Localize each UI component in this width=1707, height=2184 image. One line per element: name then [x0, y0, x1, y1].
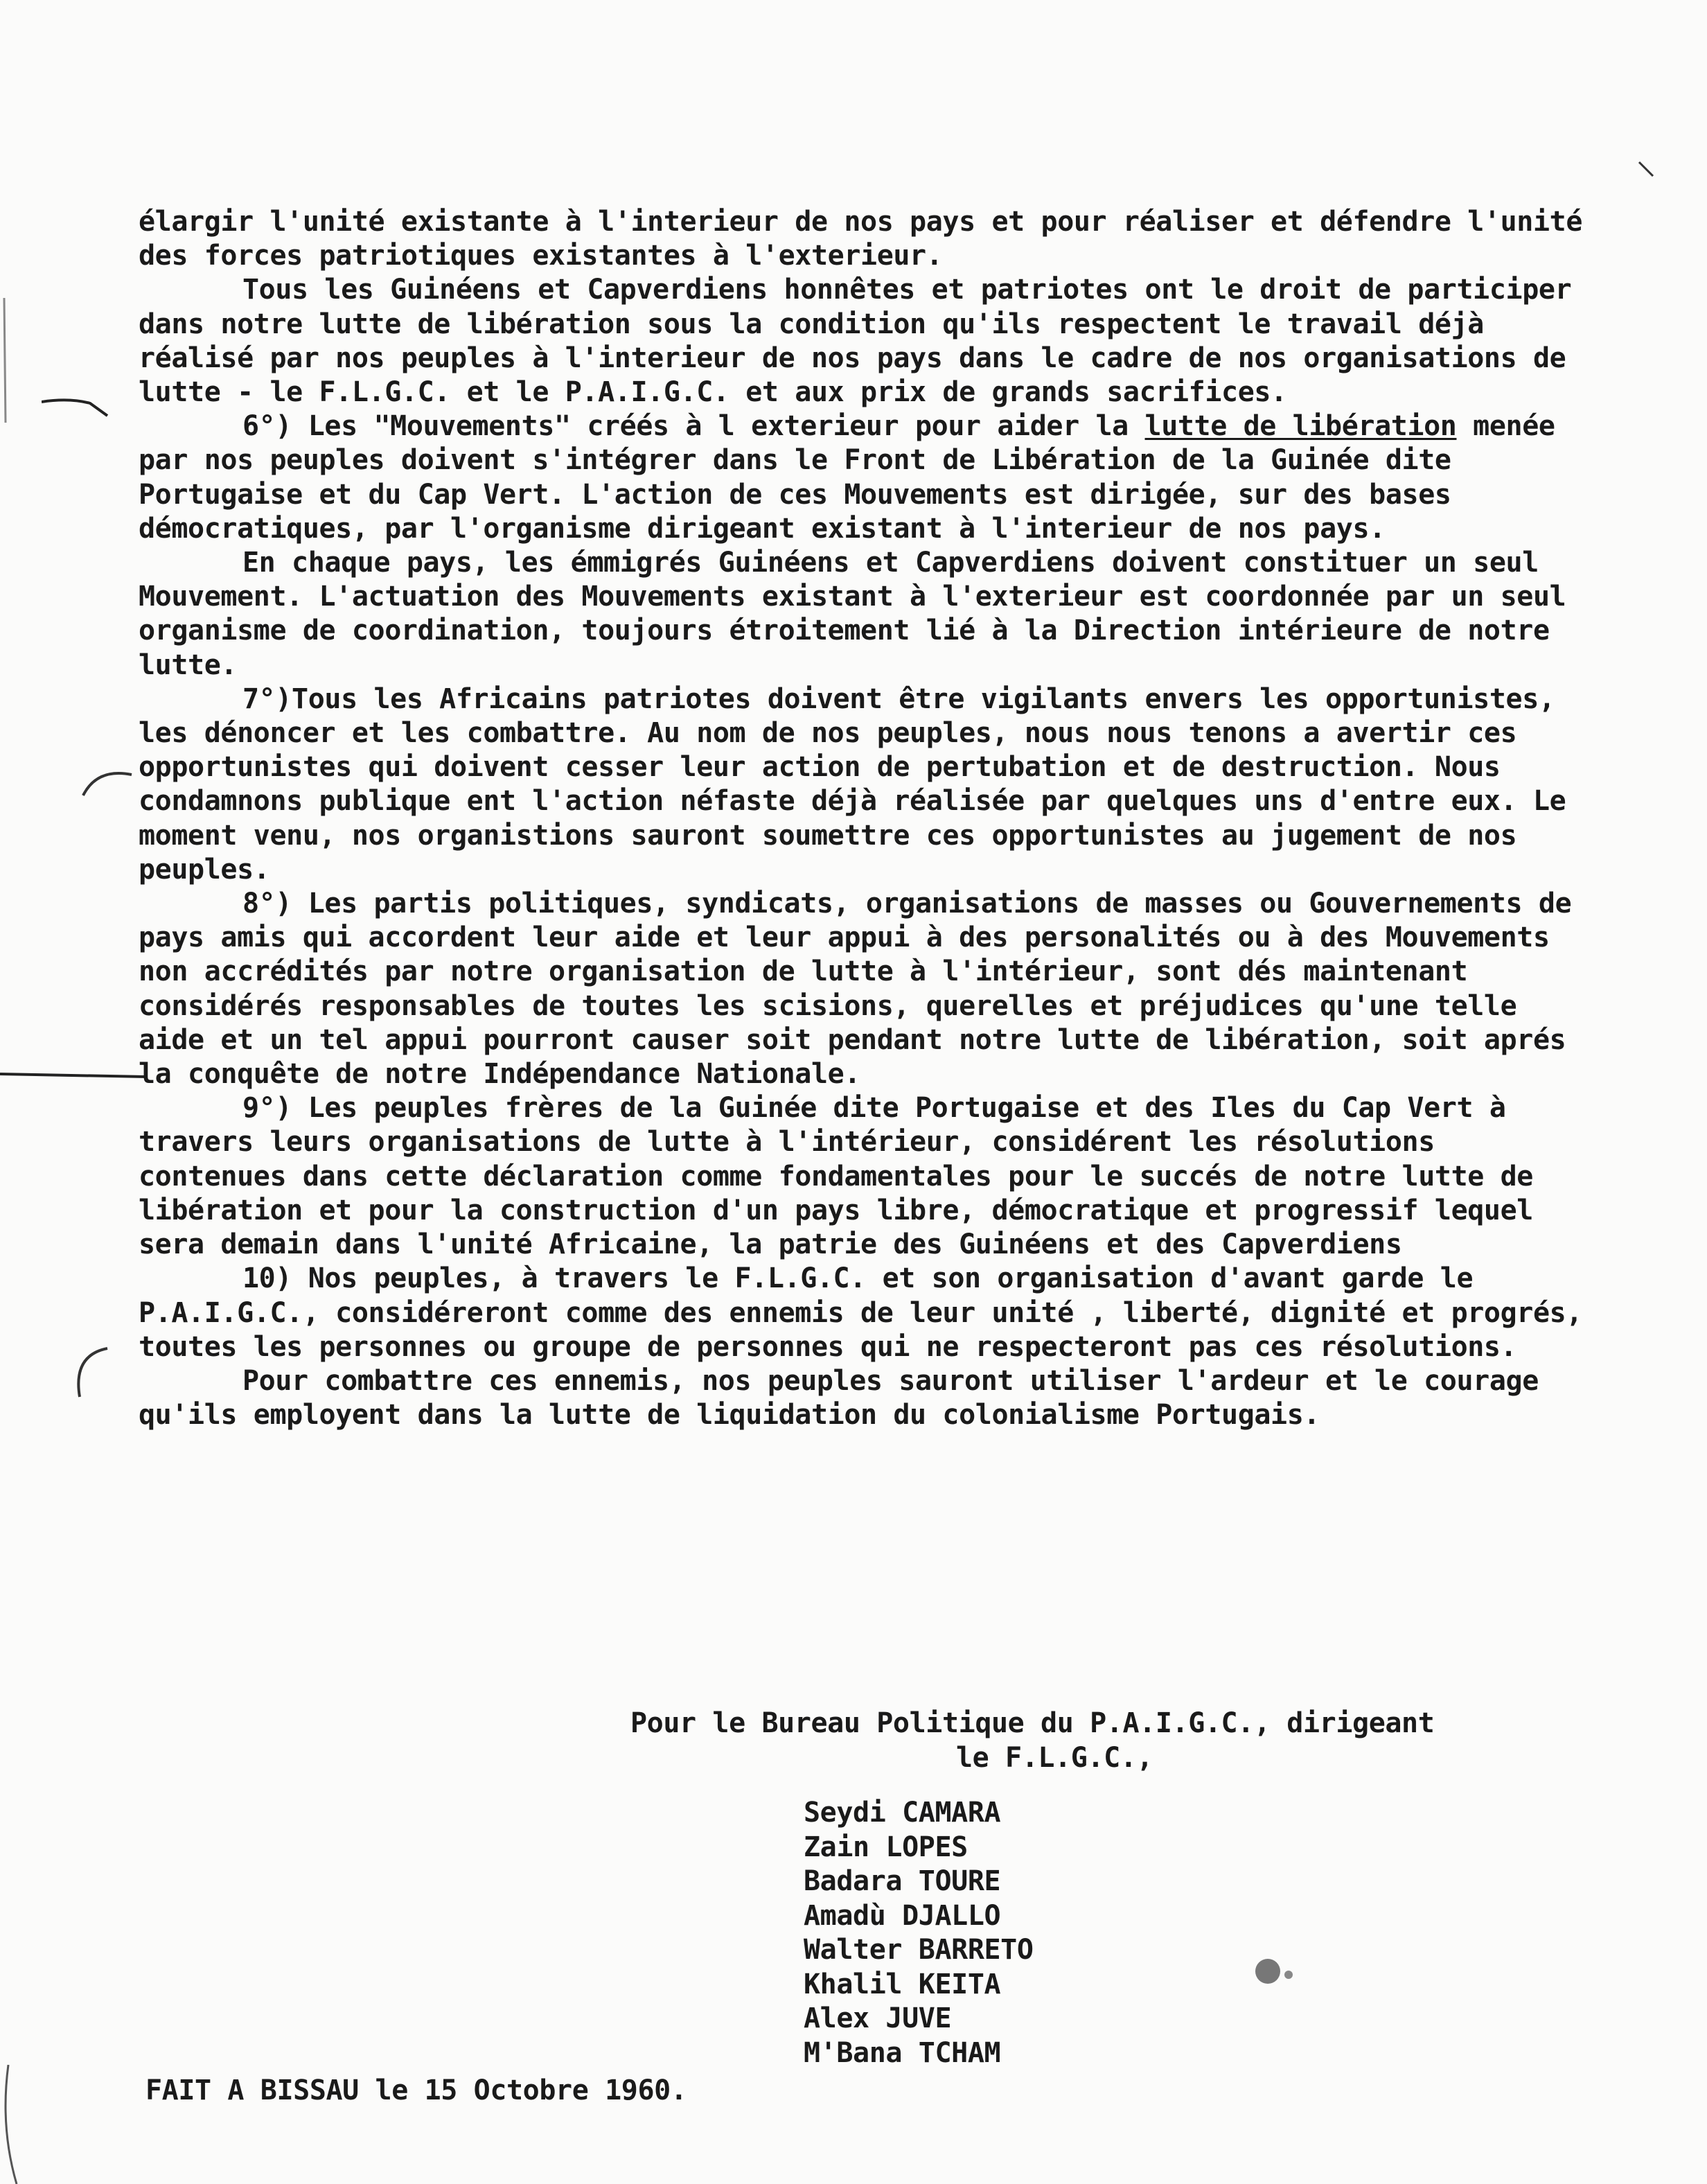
signatory-name: Amadù DJALLO — [804, 1899, 1001, 1932]
margin-mark-left-top — [0, 298, 21, 423]
paragraph-9: 9°) Les peuples frères de la Guinée dite Portugaise et des Iles du Cap Vert à travers leurs organisations de lutte à l'intérieur, considérent les résolutions contenues dans cette déclaration comme fondamentales pour le succés de notre lutte de libération et pour la construction d'un pays libre, démocratique et progressif lequel sera demain dans l'unité Africaine, la patrie des Guinéens et des Capverdiens — [139, 1092, 1550, 1261]
margin-bracket-mark-2 — [66, 1341, 128, 1404]
margin-bracket-mark-1 — [76, 768, 139, 809]
margin-line-mark — [0, 1060, 152, 1088]
signature-line-2: le F.L.G.C., — [956, 1742, 1153, 1774]
margin-arrow-mark — [42, 388, 111, 423]
corner-edge-mark — [0, 2065, 28, 2184]
signature-heading — [630, 1706, 1600, 1775]
declaration-body — [139, 205, 1599, 1432]
paragraph-10: 10) Nos peuples, à travers le F.L.G.C. et son organisation d'avant garde le P.A.I.G.C., considéreront comme des ennemis de leur unité , liberté, dignité et progrés, toutes les personnes ou groupe de personnes qui ne respecteront pas ces résolutions. — [139, 1262, 1599, 1363]
place-and-date: FAIT A BISSAU le 15 Octobre 1960. — [145, 2075, 687, 2106]
paragraph-7: 7°)Tous les Africains patriotes doivent être vigilants envers les opportunistes, les dénoncer et les combattre. Au nom de nos peuples, nous nous tenons a avertir ces opportunistes qui doivent cesser leur action de pertubation et de destruction. Nous condamnons publique ent l'action néfaste déjà réalisée par quelques uns d'entre eux. Le moment venu, nos organistions sauront soumettre ces opportunistes au jugement de nos peuples. — [139, 682, 1583, 886]
paragraph-6-end: menée par nos peuples doivent s'intégrer dans le Front de Libération de la Guinée dite Portugaise et du Cap Vert. L'action de ces Mouvements est dirigée, sur des bases démocratiques, par l'organisme dirigeant existant à l'interieur de nos pays. — [139, 410, 1572, 545]
signatory-name: M'Bana TCHAM — [804, 2036, 1001, 2069]
paragraph-closing: Pour combattre ces ennemis, nos peuples sauront utiliser l'ardeur et le courage qu'ils employent dans la lutte de liquidation du colonialisme Portugais. — [139, 1364, 1555, 1432]
signatory-name: Khalil KEITA — [804, 1968, 1001, 2000]
paragraph-8: 8°) Les partis politiques, syndicats, organisations de masses ou Gouvernements de pays amis qui accordent leur aide et leur appui à des personalités ou à des Mouvements non accrédités par notre organisation de lutte à l'intérieur, sont dés maintenant considérés responsables de toutes les scisions, querelles et préjudices qu'une telle aide et un tel appui pourront causer soit pendant notre lutte de libération, soit aprés la conquête de notre Indépendance Nationale. — [139, 888, 1588, 1091]
signatory-name: Zain LOPES — [804, 1831, 968, 1863]
paragraph-2: Tous les Guinéens et Capverdiens honnêtes et patriotes ont le droit de participer dans notre lutte de libération sous la condition qu'ils respectent le travail déjà réalisé par nos peuples à l'interieur de nos pays dans le cadre de nos organisations de lutte - le F.L.G.C. et le P.A.I.G.C. et aux prix de grands sacrifices. — [139, 274, 1588, 409]
signatory-list — [804, 1796, 1034, 2070]
underlined-phrase: lutte de libération — [1144, 410, 1457, 443]
signatory-name: Walter BARRETO — [804, 1934, 1034, 1966]
signature-line-1: Pour le Bureau Politique du P.A.I.G.C., dirigeant — [630, 1707, 1435, 1739]
signatory-name: Seydi CAMARA — [804, 1797, 1001, 1829]
paragraph-6 — [139, 410, 1593, 546]
margin-mark-right-top — [1635, 158, 1663, 186]
paragraph-1: élargir l'unité existante à l'interieur de nos pays et pour réaliser et défendre l'unité des forces patriotiques existantes à l'exterieur. — [139, 206, 1599, 272]
paragraph-6-start: 6°) Les "Mouvements" créés à l exterieur pour aider la — [242, 410, 1145, 443]
ink-blot-mark — [1247, 1947, 1302, 2002]
paragraph-emigres: En chaque pays, les émmigrés Guinéens et Capverdiens doivent constituer un seul Mouvement. L'actuation des Mouvements existant à l'exterieur est coordonnée par un seul organisme de coordination, toujours étroitement lié à la Direction intérieure de notre lutte. — [139, 547, 1583, 681]
signatory-name: Badara TOURE — [804, 1865, 1001, 1897]
signatory-name: Alex JUVE — [804, 2002, 952, 2034]
